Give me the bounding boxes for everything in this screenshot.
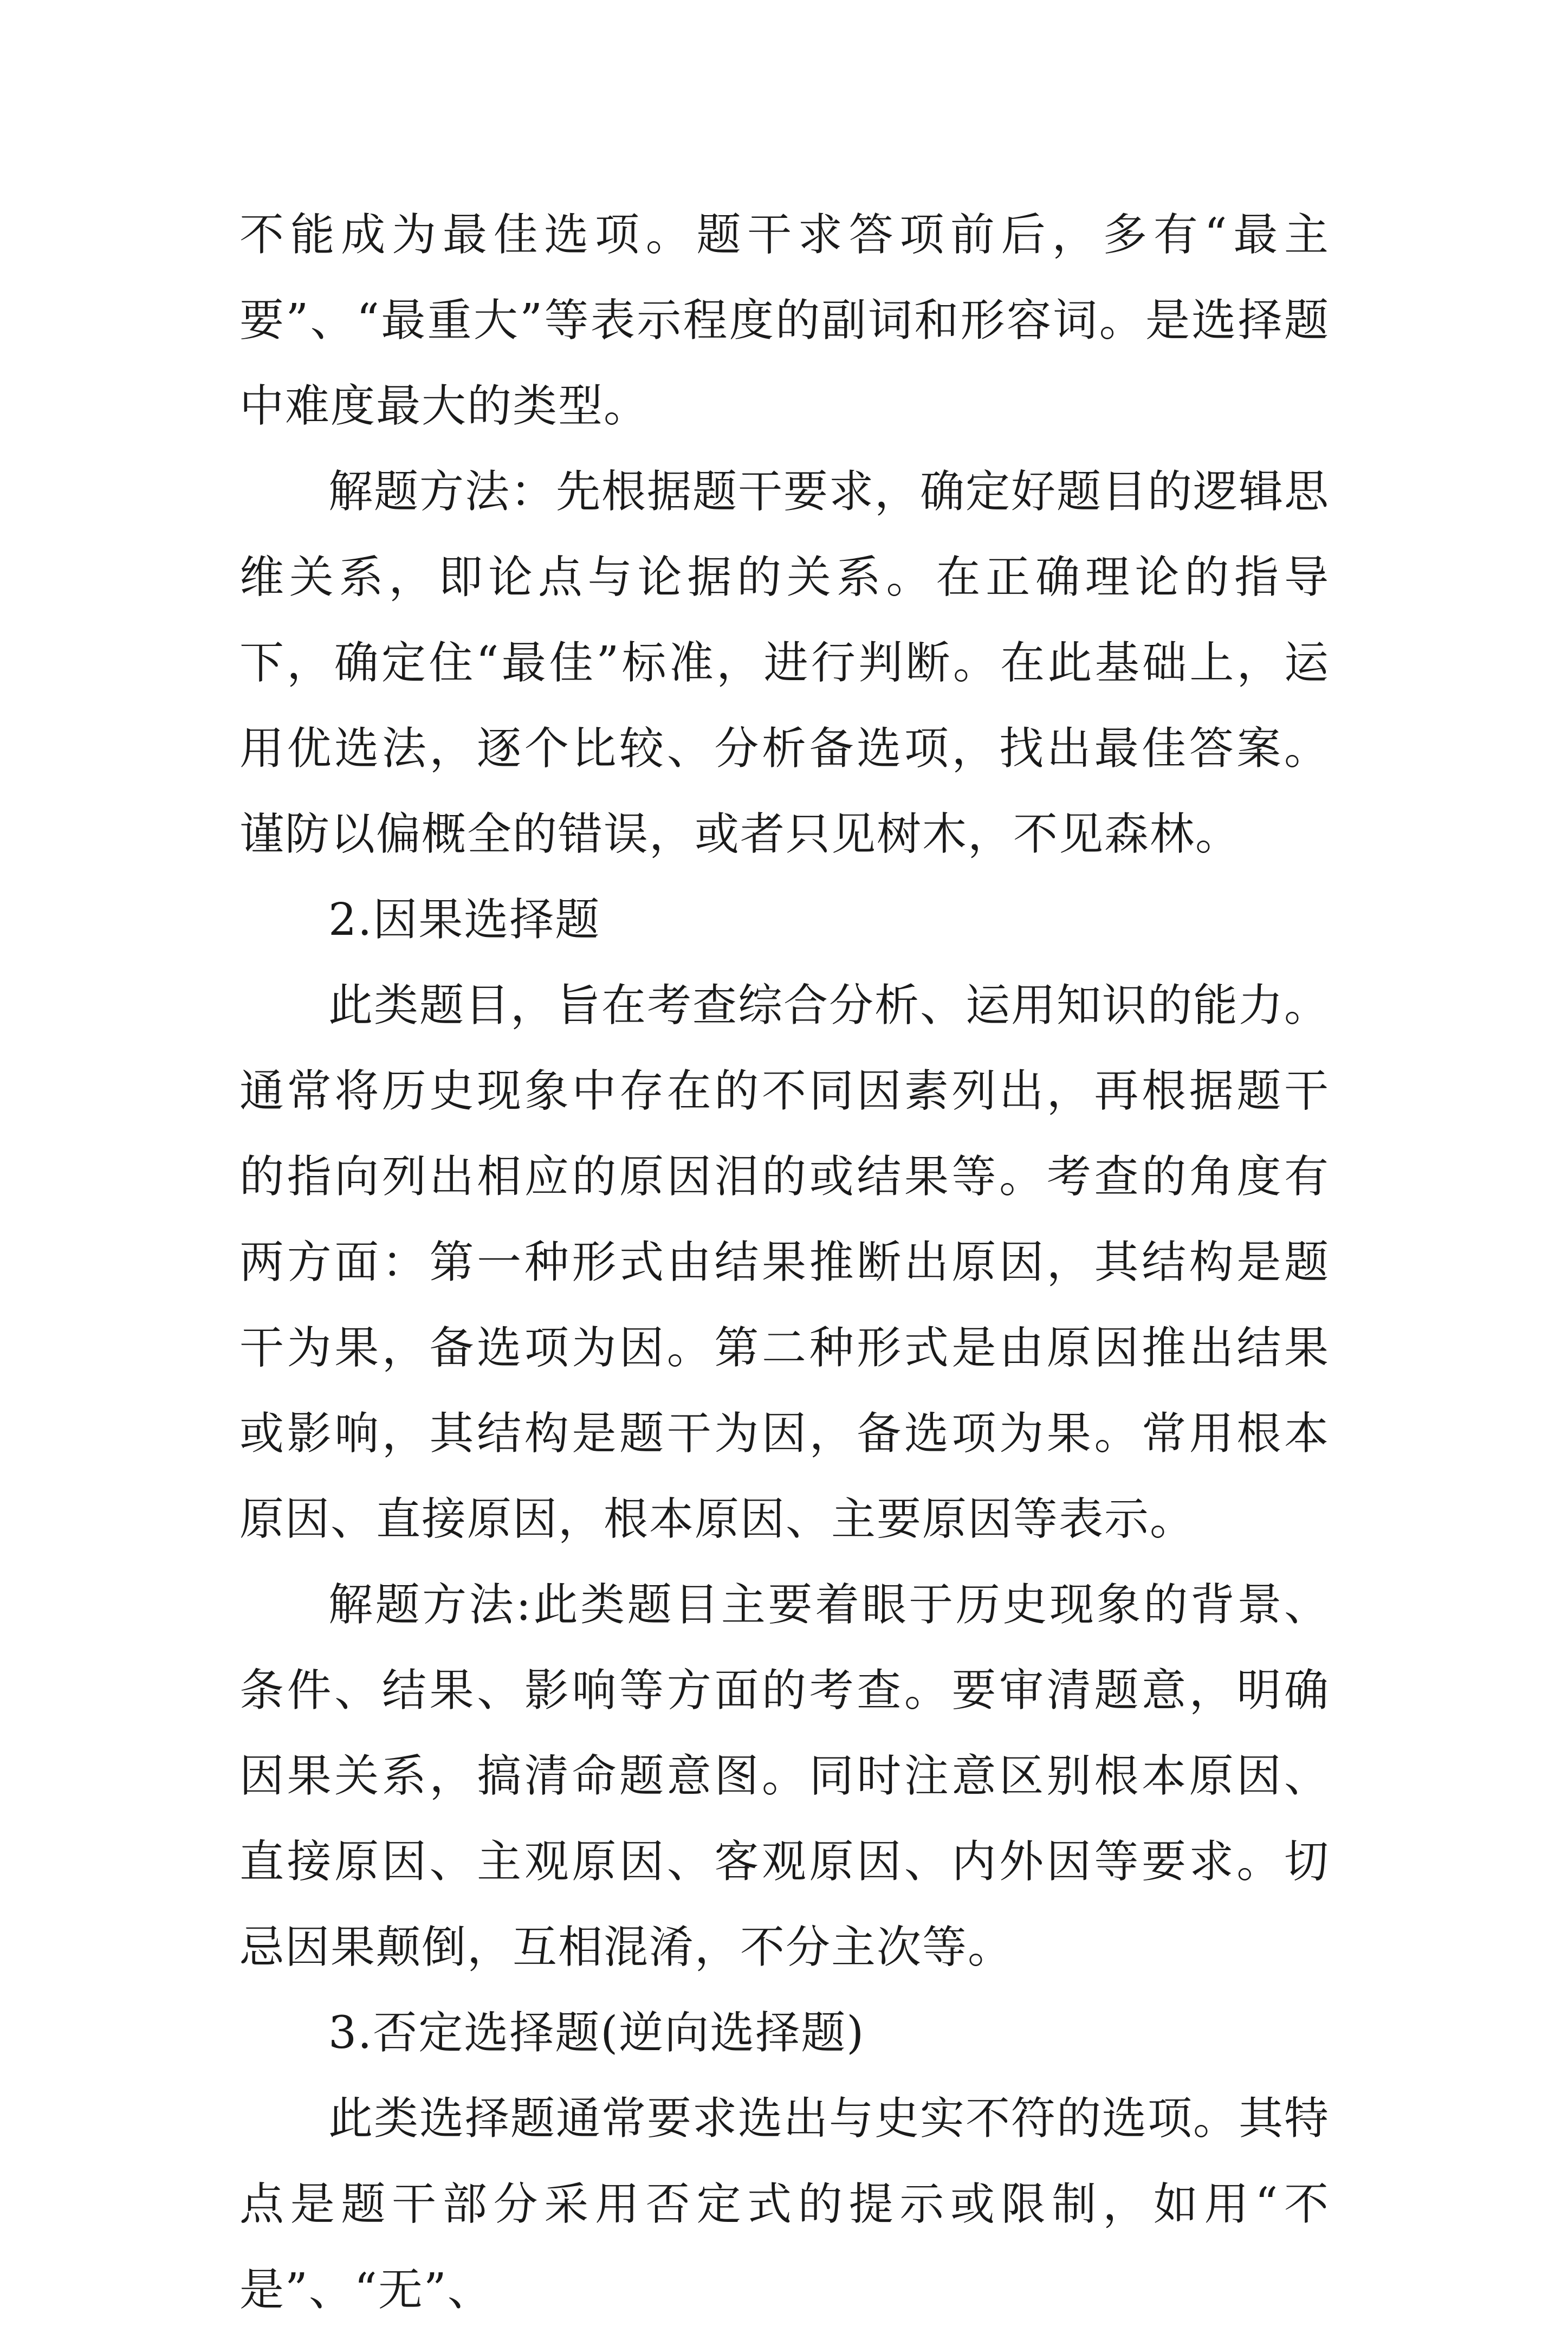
section-heading-negative: 3.否定选择题(逆向选择题) <box>328 2007 865 2059</box>
paragraph-continuation: 不能成为最佳选项。题干求答项前后，多有“最主要”、“最重大”等表示程度的副词和形容词。是选择题中难度最大的类型。 <box>239 209 1330 432</box>
paragraph-negative-description: 此类选择题通常要求选出与史实不符的选项。其特点是题干部分采用否定式的提示或限制，如用“不是”、“无”、 <box>239 2093 1330 2316</box>
paragraph-solution-method-1: 解题方法：先根据题干要求，确定好题目的逻辑思维关系，即论点与论据的关系。在正确理论的指导下，确定住“最佳”标准，进行判断。在此基础上，运用优选法，逐个比较、分析备选项，找出最佳答案。谨防以偏概全的错误，或者只见树木，不见森林。 <box>239 466 1330 860</box>
paragraph-causal-description: 此类题目，旨在考查综合分析、运用知识的能力。通常将历史现象中存在的不同因素列出，再根据题干的指向列出相应的原因泪的或结果等。考查的角度有两方面：第一种形式由结果推断出原因，其结构是题干为果，备选项为因。第二种形式是由原因推出结果或影响，其结构是题干为因，备选项为果。常用根本原因、直接原因，根本原因、主要原因等表示。 <box>239 980 1330 1545</box>
section-heading-causal: 2.因果选择题 <box>328 894 601 946</box>
document-body <box>239 192 1330 2333</box>
paragraph-solution-method-2: 解题方法:此类题目主要着眼于历史现象的背景、条件、结果、影响等方面的考查。要审清题意，明确因果关系，搞清命题意图。同时注意区别根本原因、直接原因、主观原因、客观原因、内外因等要求。切忌因果颠倒，互相混淆，不分主次等。 <box>239 1579 1330 1973</box>
